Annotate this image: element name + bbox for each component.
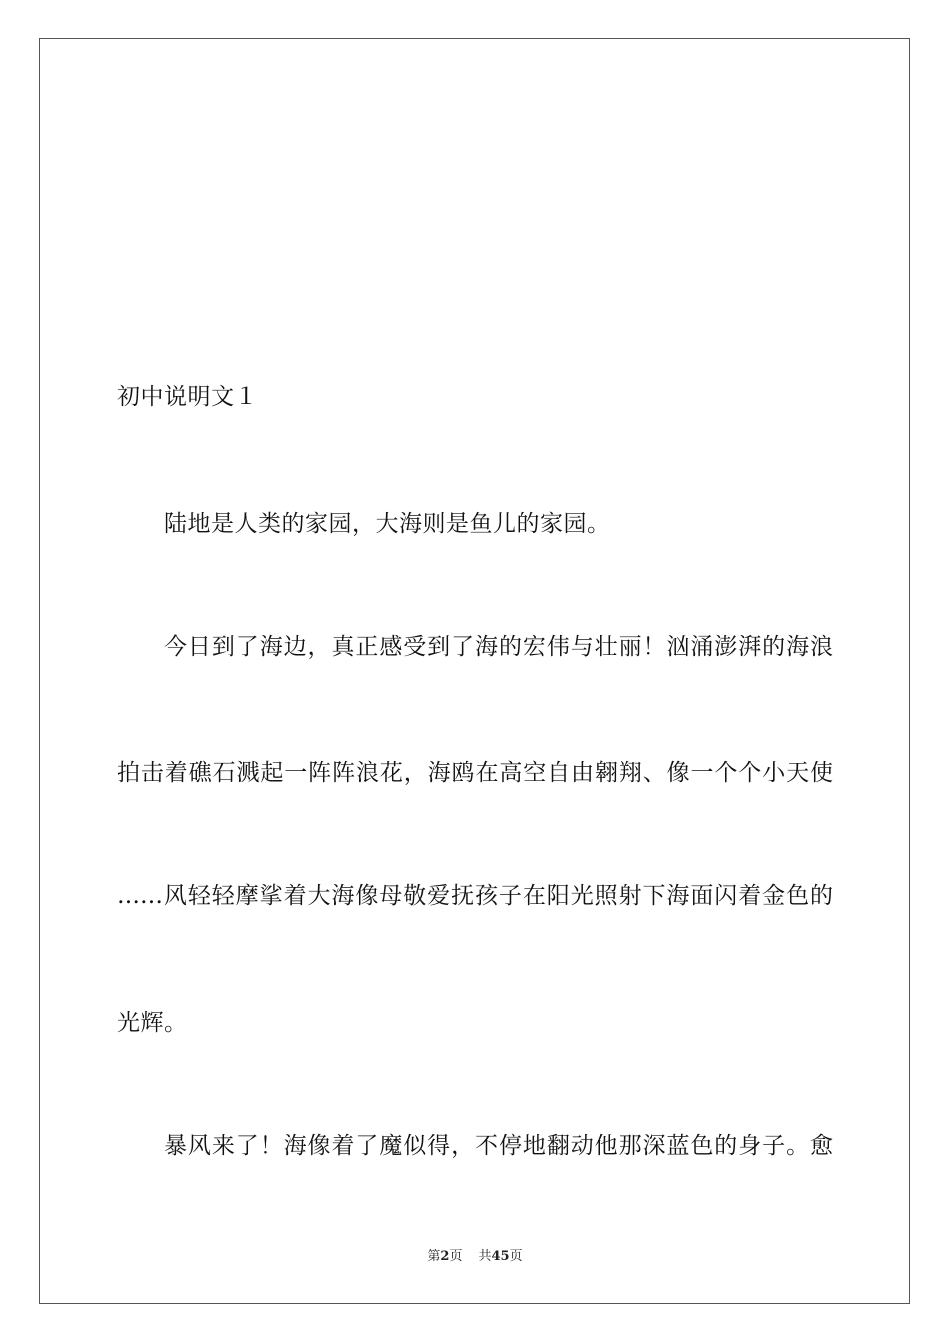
page-footer [0,1248,950,1266]
page-border [39,38,910,1304]
document-heading: 初中说明文１ [117,384,258,410]
footer-page-unit: 页 [449,1249,463,1264]
paragraph-2-line-4: 光辉。 [117,1010,188,1036]
paragraph-2-line-3: ……风轻轻摩挲着大海像母敬爱抚孩子在阳光照射下海面闪着金色的 [117,883,833,909]
paragraph-1-line-1: 陆地是人类的家园，大海则是鱼儿的家园。 [164,511,611,537]
footer-current-page: 2 [440,1249,450,1264]
footer-prefix: 第 [427,1249,441,1264]
paragraph-3-line-1: 暴风来了！海像着了魔似得，不停地翻动他那深蓝色的身子。愈 [164,1133,833,1159]
paragraph-2-line-1: 今日到了海边，真正感受到了海的宏伟与壮丽！汹涌澎湃的海浪 [164,634,833,660]
footer-total-prefix: 共 [478,1249,492,1264]
footer-total-pages: 45 [491,1249,510,1264]
footer-total-unit: 页 [509,1249,523,1264]
paragraph-2-line-2: 拍击着礁石溅起一阵阵浪花，海鸥在高空自由翱翔、像一个个小天使 [117,760,833,786]
